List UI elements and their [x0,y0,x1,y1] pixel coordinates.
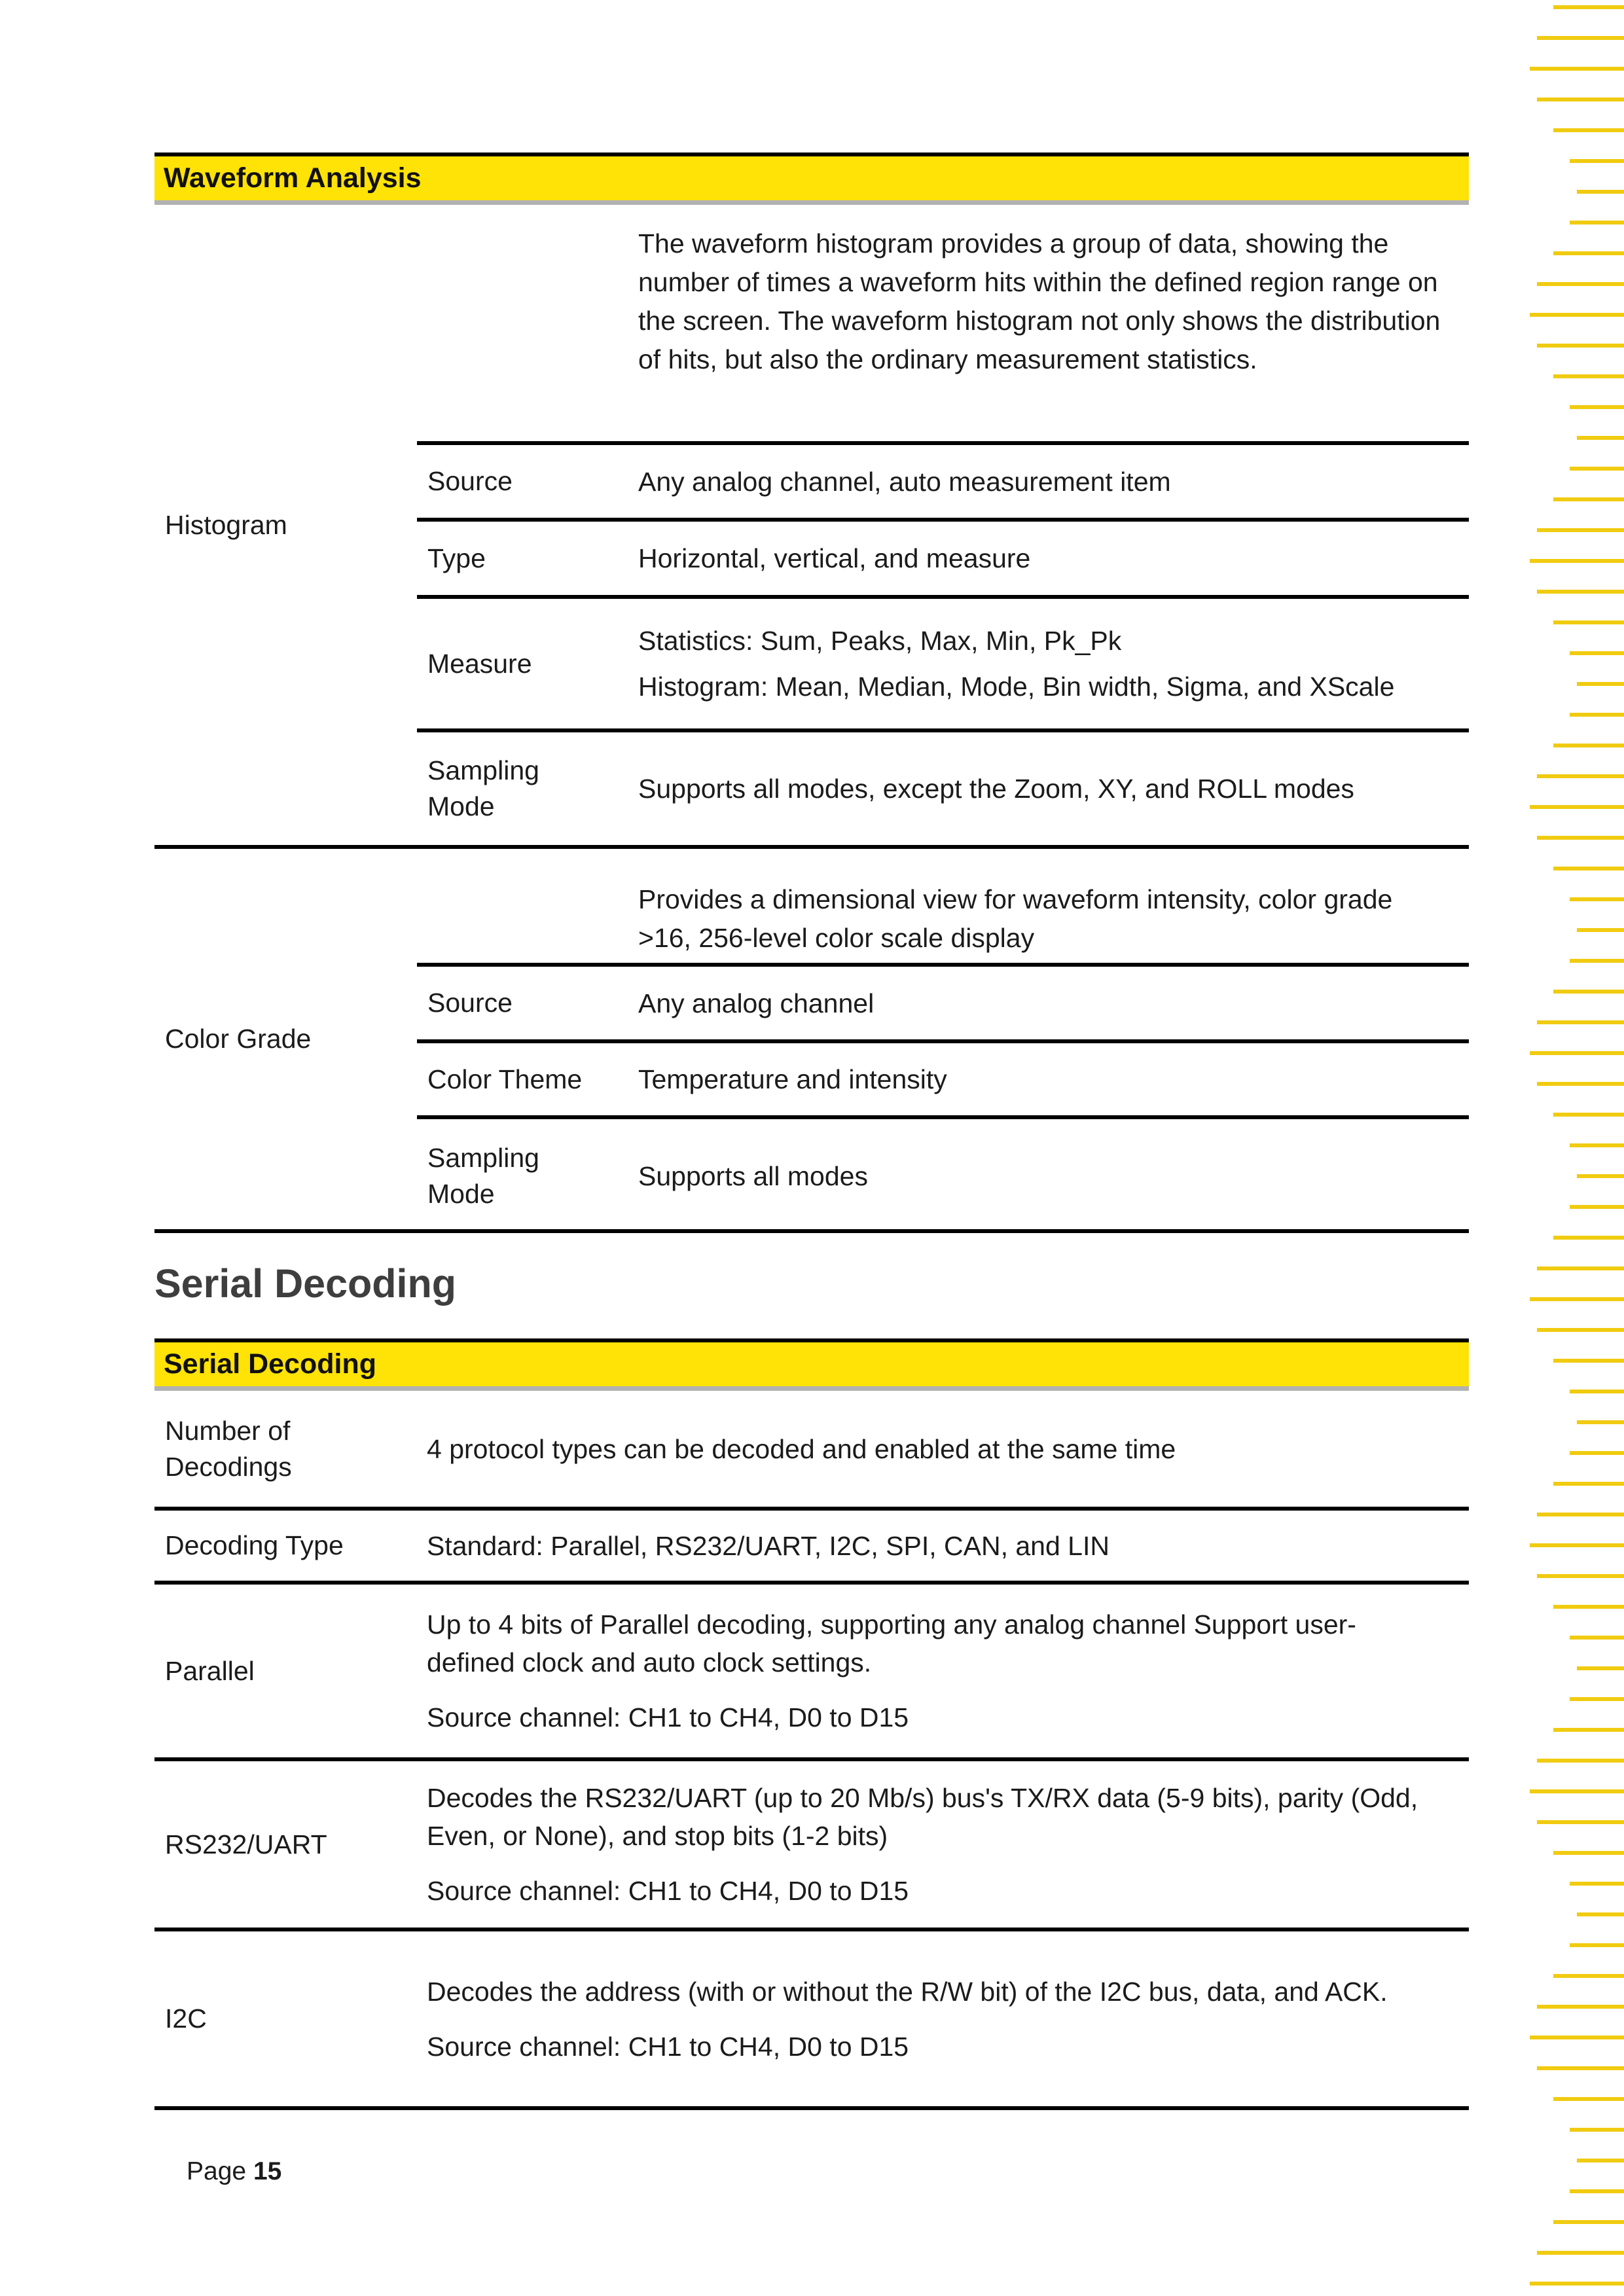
serial-decoding-header-label: Serial Decoding [164,1348,376,1380]
yellow-dash [1570,959,1624,963]
yellow-dash [1553,867,1624,870]
yellow-dash [1577,190,1624,194]
yellow-dash [1553,990,1624,994]
yellow-dash [1570,651,1624,655]
color-grade-section-body [417,849,1469,1229]
color-grade-section [154,845,1469,1233]
row-value-line: Source channel: CH1 to CH4, D0 to D15 [427,2031,909,2062]
yellow-dash [1537,836,1624,840]
row-value-line: Standard: Parallel, RS232/UART, I2C, SPI, CAN, and LIN [427,1530,1110,1561]
waveform-analysis-header [154,156,1469,200]
header-gray-strip [154,200,1469,205]
yellow-dash [1553,251,1624,255]
serial-decoding-header [154,1342,1469,1386]
page-footer-number: 15 [253,2157,282,2185]
row-value-line: Decodes the address (with or without the R/W bit) of the I2C bus, data, and ACK. [427,1976,1388,2007]
yellow-dash [1553,128,1624,132]
yellow-dash [1553,374,1624,378]
row-value [638,445,1469,518]
table-row [417,1115,1469,1233]
yellow-dash [1570,897,1624,901]
yellow-dash [1553,1359,1624,1363]
row-label: Sampling Mode [427,1143,539,1209]
right-dash-column [1519,0,1624,2296]
page-footer [187,2157,281,2186]
histogram-intro-row [417,205,1469,441]
row-value-line: 4 protocol types can be decoded and enabled at the same time [427,1433,1176,1464]
yellow-dash [1537,1820,1624,1824]
yellow-dash [1530,313,1624,317]
row-value-line: Source channel: CH1 to CH4, D0 to D15 [427,1876,909,1906]
row-value [638,967,1469,1039]
row-value [427,1585,1469,1757]
yellow-dash [1570,405,1624,409]
row-value-line: Temperature and intensity [638,1064,947,1094]
waveform-analysis-header-label: Waveform Analysis [164,162,422,194]
yellow-dash [1537,1020,1624,1024]
yellow-dash [1537,2005,1624,2009]
row-value-line: Supports all modes, except the Zoom, XY, and ROLL modes [638,774,1354,804]
yellow-dash [1570,1636,1624,1640]
yellow-dash [1570,159,1624,163]
yellow-dash [1530,1297,1624,1301]
row-value-line: Up to 4 bits of Parallel decoding, supporting any analog channel Support user-defined clock and auto clock settings. [427,1609,1356,1677]
waveform-analysis-table [154,152,1469,1233]
table-row [154,1757,1469,1928]
yellow-dash [1577,682,1624,686]
yellow-dash [1553,1236,1624,1240]
yellow-dash [1570,221,1624,224]
yellow-dash [1537,344,1624,348]
yellow-dash [1537,590,1624,594]
yellow-dash [1577,1420,1624,1424]
table-row [417,728,1469,845]
row-value-line: Statistics: Sum, Peaks, Max, Min, Pk_Pk [638,626,1122,656]
yellow-dash [1553,1113,1624,1117]
yellow-dash [1553,5,1624,9]
histogram-intro-text: The waveform histogram provides a group of data, showing the number of times a waveform hits within the defined region range on the screen. The waveform histogram not only shows the distribution of hits, but also the ordinary measurement statistics. [638,228,1441,374]
yellow-dash [1537,1328,1624,1332]
yellow-dash [1530,1051,1624,1055]
yellow-dash [1537,1574,1624,1578]
yellow-dash [1530,2036,1624,2039]
serial-decoding-heading: Serial Decoding [154,1261,457,1306]
yellow-dash [1570,467,1624,471]
row-value-line: Any analog channel, auto measurement item [638,466,1171,497]
row-value-line: Decodes the RS232/UART (up to 20 Mb/s) bus's TX/RX data (5-9 bits), parity (Odd, Even, or None), and stop bits (1-2 bits) [427,1783,1418,1851]
yellow-dash [1530,1543,1624,1547]
yellow-dash [1530,1789,1624,1793]
yellow-dash [1537,1082,1624,1086]
table-row [417,1039,1469,1115]
page-footer-label: Page [187,2157,247,2185]
header-gray-strip [154,1386,1469,1391]
color-grade-section-label: Color Grade [165,1024,312,1054]
row-label: Decoding Type [165,1530,344,1560]
yellow-dash [1537,528,1624,532]
color-grade-intro-row [417,849,1469,963]
row-label: Number of Decodings [165,1415,292,1482]
yellow-dash [1537,282,1624,286]
row-label: Source [427,466,513,496]
yellow-dash [1530,67,1624,71]
row-label: Color Theme [427,1064,583,1094]
yellow-dash [1537,98,1624,101]
table-row [154,1391,1469,1507]
yellow-dash [1537,36,1624,40]
yellow-dash [1553,497,1624,501]
table-row [154,1928,1469,2106]
histogram-section-body [417,205,1469,845]
yellow-dash [1570,2128,1624,2132]
yellow-dash [1537,774,1624,778]
row-label: Measure [427,648,532,679]
yellow-dash [1577,1666,1624,1670]
yellow-dash [1570,1205,1624,1209]
row-label: RS232/UART [165,1829,327,1859]
yellow-dash [1570,1943,1624,1947]
row-value [638,1043,1469,1115]
yellow-dash [1570,2189,1624,2193]
serial-decoding-table [154,1338,1469,2110]
yellow-dash [1537,1513,1624,1516]
yellow-dash [1553,1482,1624,1486]
yellow-dash [1553,744,1624,747]
row-value-line: Horizontal, vertical, and measure [638,543,1031,573]
yellow-dash [1553,620,1624,624]
yellow-dash [1537,2251,1624,2255]
yellow-dash [1570,713,1624,717]
row-label: I2C [165,2003,207,2034]
row-label: Sampling Mode [427,755,539,821]
yellow-dash [1570,1697,1624,1701]
row-value [638,1119,1469,1233]
yellow-dash [1570,1451,1624,1455]
yellow-dash [1537,1759,1624,1763]
histogram-section [154,205,1469,845]
yellow-dash [1553,2220,1624,2224]
row-value-line: Any analog channel [638,988,875,1018]
row-value [427,1391,1469,1507]
yellow-dash [1537,2066,1624,2070]
yellow-dash [1553,2097,1624,2101]
yellow-dash [1577,928,1624,932]
yellow-dash [1577,1174,1624,1178]
table-row [154,1581,1469,1757]
color-grade-intro-text: Provides a dimensional view for waveform intensity, color grade >16, 256-level color scale display [638,884,1393,953]
row-value [427,1511,1469,1581]
table-row [417,963,1469,1039]
row-label: Type [427,543,486,573]
yellow-dash [1570,1143,1624,1147]
row-value [638,522,1469,595]
row-value [427,1931,1469,2106]
row-value [638,599,1469,728]
row-label: Source [427,988,513,1018]
yellow-dash [1553,1605,1624,1609]
yellow-dash [1553,1728,1624,1732]
yellow-dash [1553,1974,1624,1978]
yellow-dash [1530,559,1624,563]
row-value-line: Supports all modes [638,1161,868,1191]
yellow-dash [1530,805,1624,809]
table-row [417,595,1469,728]
row-value [427,1761,1469,1928]
row-value-line: Histogram: Mean, Median, Mode, Bin width, Sigma, and XScale [638,672,1395,702]
table-row [154,1507,1469,1581]
table-row [417,518,1469,595]
yellow-dash [1553,1851,1624,1855]
row-label: Parallel [165,1655,255,1686]
row-value [638,732,1469,845]
yellow-dash [1577,2159,1624,2162]
yellow-dash [1577,1912,1624,1916]
yellow-dash [1537,1266,1624,1270]
yellow-dash [1570,1882,1624,1886]
histogram-section-label: Histogram [165,509,287,540]
table-row [417,441,1469,518]
yellow-dash [1577,436,1624,440]
yellow-dash [1570,1390,1624,1393]
row-value-line: Source channel: CH1 to CH4, D0 to D15 [427,1702,909,1732]
yellow-dash [1530,2282,1624,2286]
